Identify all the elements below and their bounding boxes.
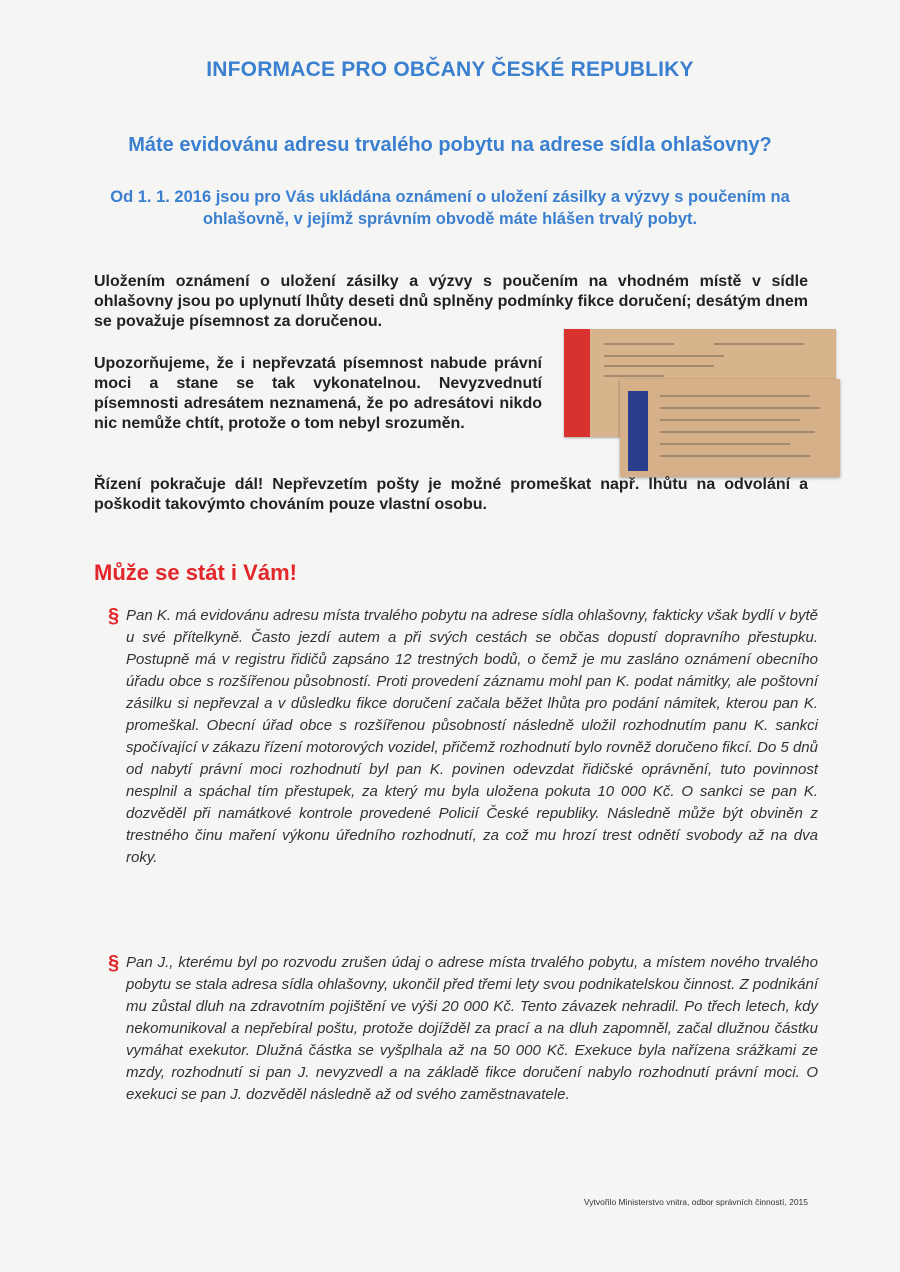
envelopes-photo	[552, 323, 842, 478]
envelope-red-stripe	[564, 329, 590, 437]
case-text: Pan K. má evidovánu adresu místa trvalého pobytu na adrese sídla ohlašovny, fakticky však bydlí v bytě u své přítelkyně. Často jezdí autem a při svých cestách se občas dopustí dopravního přestupku. Postupně má v registru řidičů zapsáno 12 trestných bodů, o čemž je mu zasláno oznámení obecního úřadu obce s rozšířenou působností. Proti provedení záznamu mohl pan K. podat námitky, ale poštovní zásilku si nepřevzal a v důsledku fikce doručení začala běžet lhůta pro podání námitek, kterou pan K. promeškal. Obecní úřad obce s rozšířenou působností následně uložil rozhodnutím panu K. sankci spočívající v zákazu řízení motorových vozidel, přičemž rozhodnutí bylo rovněž doručeno fikcí. Do 5 dnů od nabytí právní moci rozhodnutí byl pan K. povinen odevzdat řidičské oprávnění, tuto povinnost nesplnil a spáchal tím přestupek, za který mu byla uložena pokuta 10 000 Kč. O sankci se pan K. dozvěděl při namátkové kontrole provedené Policií České republiky. Následně může být obviněn z trestného činu maření výkonu úředního rozhodnutí, za což mu hrozí trest odnětí svobody až na dva roky.	[126, 607, 818, 866]
warning-heading: Může se stát i Vám!	[94, 560, 297, 585]
footer-credit: Vytvořilo Ministerstvo vnitra, odbor správních činností, 2015	[583, 1197, 808, 1207]
envelope-summons	[620, 379, 840, 477]
paragraph-warning: Upozorňujeme, že i nepřevzatá písemnost nabude právní moci a stane se tak vykonatelnou. Nevyzvednutí písemnosti adresátem neznamená, že po adresátovi nikdo nic nemůže chtít, protože o tom nebyl srozuměn.	[94, 355, 542, 432]
case-text: Pan J., kterému byl po rozvodu zrušen údaj o adrese místa trvalého pobytu, a místem nového trvalého pobytu se stala adresa sídla ohlašovny, ukončil před třemi lety svou podnikatelskou činnost. Z podnikání mu zůstal dluh na zdravotním pojištění ve výši 20 000 Kč. Tento závazek nehradil. Po třech letech, kdy nekomunikoval a nepřebíral poštu, protože dojížděl za prací a na dluh zapomněl, začal dlužnou částku vymáhat exekutor. Dlužná částka se vyšplhala až na 50 000 Kč. Exekuce byla nařízena srážkami ze mzdy, rozhodnutí si pan J. nevyzvedl a na základě fikce doručení nabylo rozhodnutí právní moci. O exekuci se pan J. dozvěděl následně až od svého zaměstnavatele.	[126, 954, 818, 1103]
envelope-blue-stripe	[628, 391, 648, 471]
page-subtitle: Máte evidovánu adresu trvalého pobytu na adrese sídla ohlašovny?	[128, 134, 772, 156]
paragraph-proceedings: Řízení pokračuje dál! Nepřevzetím pošty je možné promeškat např. lhůtu na odvolání a poškodit takovýmto chováním pouze vlastní osobu.	[94, 476, 808, 513]
case-example-j	[108, 952, 818, 1106]
case-example-k	[108, 605, 818, 869]
page-title: INFORMACE PRO OBČANY ČESKÉ REPUBLIKY	[206, 58, 694, 81]
section-sign-icon: §	[108, 605, 120, 627]
intro-text: Od 1. 1. 2016 jsou pro Vás ukládána oznámení o uložení zásilky a výzvy s poučením na ohlašovně, v jejímž správním obvodě máte hlášen trvalý pobyt.	[110, 188, 790, 228]
paragraph-fiction: Uložením oznámení o uložení zásilky a výzvy s poučením na vhodném místě v sídle ohlašovny jsou po uplynutí lhůty deseti dnů splněny podmínky fikce doručení; desátým dnem se považuje písemnost za doručenou.	[94, 273, 808, 330]
section-sign-icon: §	[108, 952, 120, 974]
